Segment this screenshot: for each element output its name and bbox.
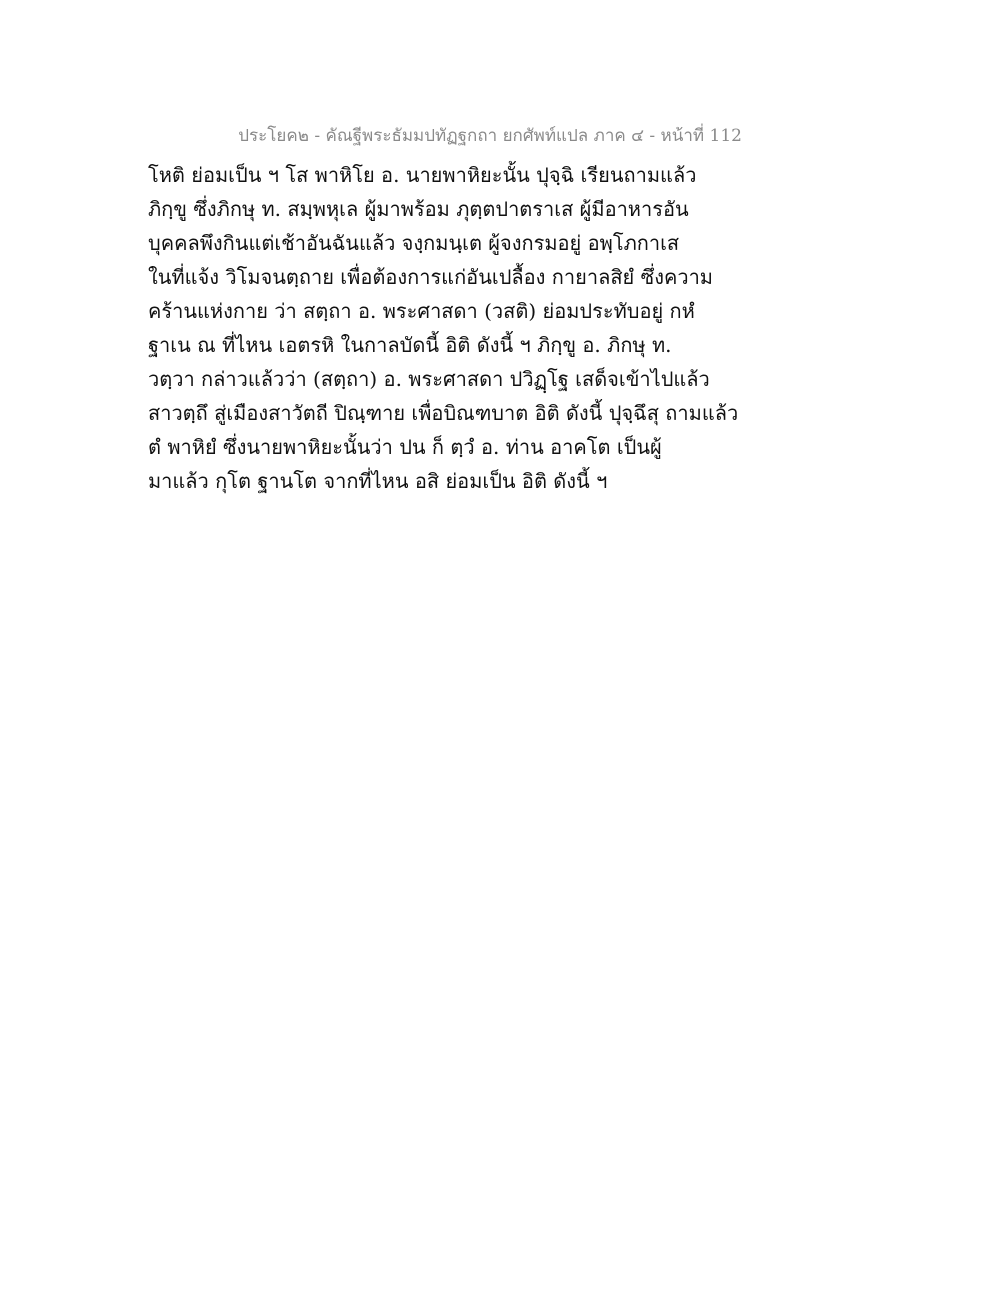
text-line-9: ตํ พาหิยํ ซึ่งนายพาหิยะนั้นว่า ปน ก็ ตฺวํ อ. ท่าน อาคโต เป็นผู้ — [148, 435, 662, 459]
text-line-10: มาแล้ว กุโต ฐานโต จากที่ไหน อสิ ย่อมเป็น อิติ ดังนี้ ฯ — [148, 469, 608, 493]
text-line-4: ในที่แจ้ง วิโมจนตฺถาย เพื่อต้องการแก่อันเปลื้อง กายาลสิยํ ซึ่งความ — [148, 265, 713, 289]
text-line-6: ฐาเน ณ ที่ไหน เอตรหิ ในกาลบัดนี้ อิติ ดังนี้ ฯ ภิกฺขู อ. ภิกษุ ท. — [148, 333, 672, 357]
text-line-8: สาวตฺถึ สู่เมืองสาวัตถี ปิณฺฑาย เพื่อบิณฑบาต อิติ ดังนี้ ปุจฺฉึสุ ถามแล้ว — [148, 401, 739, 425]
body-text — [148, 158, 748, 498]
text-line-1: โหติ ย่อมเป็น ฯ โส พาหิโย อ. นายพาหิยะนั้น ปุจฺฉิ เรียนถามแล้ว — [148, 163, 697, 187]
text-line-7: วตฺวา กล่าวแล้วว่า (สตฺถา) อ. พระศาสดา ปวิฏฺโฐ เสด็จเข้าไปแล้ว — [148, 367, 710, 391]
text-line-3: บุคคลพึงกินแต่เช้าอันฉันแล้ว จงฺกมนฺเต ผู้จงกรมอยู่ อพฺโภกาเส — [148, 231, 680, 255]
text-line-2: ภิกฺขู ซึ่งภิกษุ ท. สมฺพหุเล ผู้มาพร้อม ภุตฺตปาตราเส ผู้มีอาหารอัน — [148, 197, 689, 221]
text-line-5: คร้านแห่งกาย ว่า สตฺถา อ. พระศาสดา (วสติ) ย่อมประทับอยู่ กหํ — [148, 299, 695, 323]
running-header: ประโยค๒ - คัณฐีพระธัมมปทัฏฐกถา ยกศัพท์แปล ภาค ๔ - หน้าที่ 112 — [238, 126, 742, 146]
